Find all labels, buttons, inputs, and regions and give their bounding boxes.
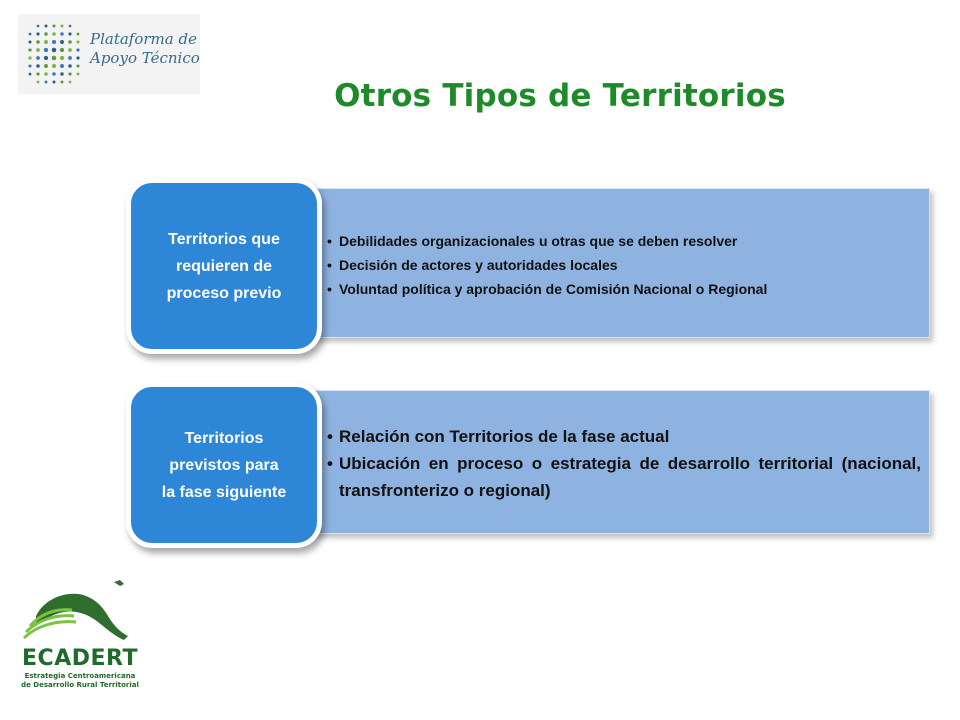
logo-dot xyxy=(36,32,39,35)
bullet-item: • Voluntad política y aprobación de Comisión Nacional o Regional xyxy=(325,277,921,301)
logo-dot xyxy=(60,64,64,68)
logo-dot xyxy=(29,73,32,76)
logo-dot xyxy=(45,81,48,84)
logo-dot xyxy=(44,64,48,68)
logo-dot xyxy=(52,72,56,76)
logo-dot xyxy=(76,56,79,59)
page-title: Otros Tipos de Territorios xyxy=(334,78,786,114)
logo-text-line1: Plataforma de xyxy=(90,30,197,48)
logo-dot xyxy=(52,48,57,53)
logo-dot xyxy=(44,56,48,60)
logo-dot xyxy=(44,32,47,35)
logo-dot xyxy=(36,72,39,75)
logo-dot xyxy=(44,72,47,75)
logo-dot xyxy=(69,25,72,28)
logo-dot xyxy=(60,40,64,44)
dot-grid-icon xyxy=(24,20,86,90)
bullet-item: • Relación con Territorios de la fase actual xyxy=(325,423,921,450)
logo-dot xyxy=(45,25,48,28)
logo-dot xyxy=(68,32,71,35)
logo-dot xyxy=(37,25,40,28)
ecadert-name: ECADERT xyxy=(22,646,138,671)
bullet-item: • Ubicación en proceso o estrategia de desarrollo territorial (nacional, transfronterizo o regional) xyxy=(325,450,921,504)
bullet-panel xyxy=(300,390,930,534)
central-america-map-icon xyxy=(16,576,146,648)
logo-dot xyxy=(52,80,55,83)
logo-dot xyxy=(68,48,72,52)
logo-dot xyxy=(44,48,48,52)
logo-dot xyxy=(44,40,48,44)
ecadert-logo xyxy=(16,576,146,700)
label-line: requieren de xyxy=(175,257,272,275)
logo-dot xyxy=(68,40,72,44)
bullet-item: • Debilidades organizacionales u otras que se deben resolver xyxy=(325,229,921,253)
logo-dot xyxy=(68,64,72,68)
logo-dot xyxy=(36,56,40,60)
logo-dot xyxy=(36,64,40,68)
label-line: previstos para xyxy=(169,456,279,474)
logo-text-line2: Apoyo Técnico xyxy=(90,49,200,67)
section-label-badge xyxy=(126,382,322,548)
logo-dot xyxy=(77,33,80,36)
logo-dot xyxy=(52,32,56,36)
label-line: la fase siguiente xyxy=(161,483,287,501)
bullet-item: • Decisión de actores y autoridades locales xyxy=(325,253,921,277)
logo-dot xyxy=(61,81,64,84)
logo-dot xyxy=(28,56,31,59)
label-line: Territorios que xyxy=(168,230,280,248)
logo-dot xyxy=(77,73,80,76)
logo-dot xyxy=(76,64,79,67)
plataforma-logo xyxy=(18,14,200,94)
logo-dot xyxy=(60,56,64,60)
section-label-badge xyxy=(126,178,322,354)
logo-dot xyxy=(36,40,40,44)
logo-dot xyxy=(60,48,64,52)
bullet-panel xyxy=(300,188,930,338)
logo-dot xyxy=(76,48,79,51)
ecadert-subtitle: de Desarrollo Rural Territorial xyxy=(21,681,139,689)
logo-dot xyxy=(61,25,64,28)
logo-dot xyxy=(60,32,63,35)
logo-dot xyxy=(69,81,72,84)
logo-dot xyxy=(68,56,72,60)
ecadert-subtitle: Estrategia Centroamericana xyxy=(24,672,136,680)
logo-dot xyxy=(36,48,40,52)
logo-dot xyxy=(52,56,57,61)
logo-dot xyxy=(28,48,31,51)
logo-dot xyxy=(60,72,63,75)
logo-dot xyxy=(52,24,55,27)
label-line: proceso previo xyxy=(166,284,282,302)
logo-dot xyxy=(52,64,56,68)
logo-dot xyxy=(68,72,71,75)
logo-dot xyxy=(37,81,40,84)
logo-dot xyxy=(76,40,79,43)
logo-dot xyxy=(52,40,56,44)
label-line: Territorios xyxy=(184,429,264,447)
logo-dot xyxy=(28,40,31,43)
logo-dot xyxy=(28,64,31,67)
logo-dot xyxy=(29,33,32,36)
